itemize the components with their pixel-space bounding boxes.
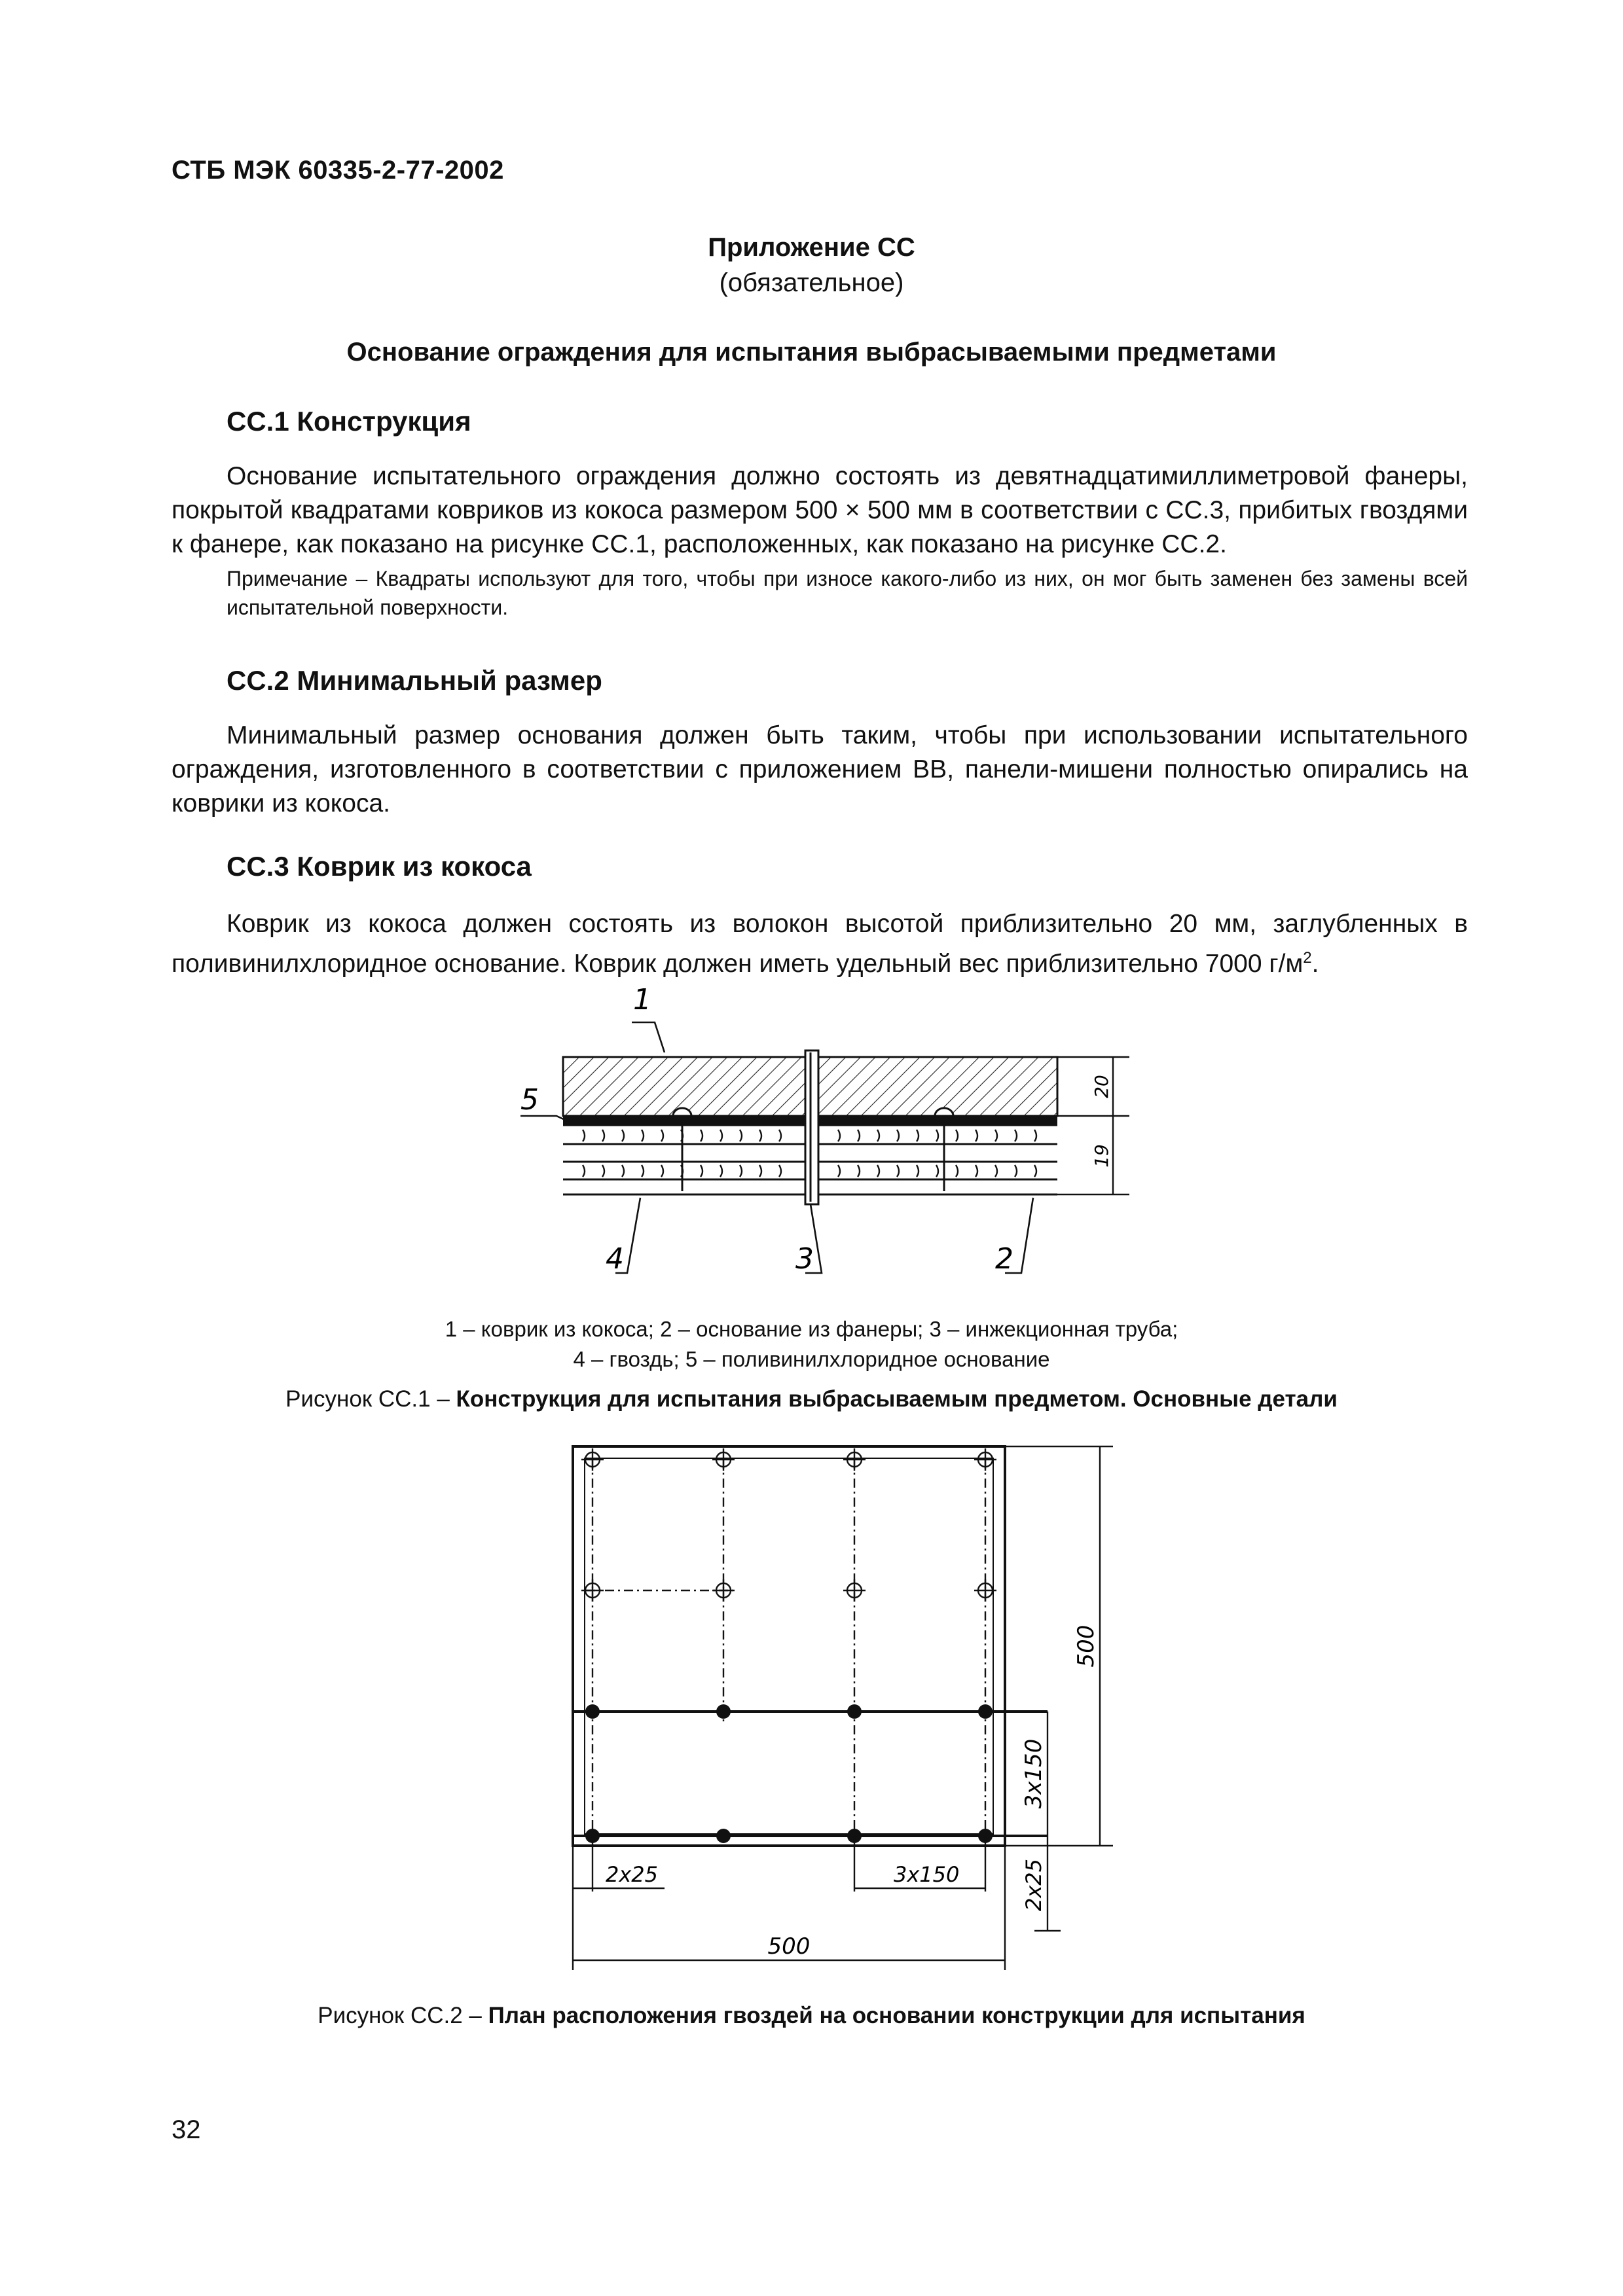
caption-prefix: Рисунок СС.2 –	[318, 2003, 488, 2028]
section-cc3-body: Коврик из кокоса должен состоять из волокон высотой приблизительно 20 мм, заглубленных в поливинилхлоридное основание. Коврик должен иметь удельный вес приблизительно 7000 г/м	[172, 910, 1468, 978]
dim-height-spacing: 3x150	[1021, 1738, 1047, 1809]
mat-thickness-label: 20	[1091, 1075, 1112, 1098]
dim-width-spacing: 3x150	[894, 1862, 960, 1887]
note-text: Примечание – Квадраты используют для того, чтобы при износе какого-либо из них, он мог быть заменен без замены всей испытательной поверхности.	[227, 567, 1468, 619]
nail-symbols	[581, 1448, 996, 1602]
plywood-thickness-label: 19	[1091, 1144, 1112, 1168]
callout-3: 3	[795, 1242, 814, 1276]
superscript-2: 2	[1303, 949, 1312, 967]
annex-status: (обязательное)	[719, 268, 904, 297]
nail-symbol	[843, 1448, 866, 1471]
caption-title: План расположения гвоздей на основании конструкции для испытания	[488, 2003, 1305, 2028]
annex-title: Приложение СС	[708, 233, 915, 262]
section-cc1-title: СС.1 Конструкция	[227, 406, 471, 437]
section-cc2-title: СС.2 Минимальный размер	[227, 665, 602, 696]
caption-prefix: Рисунок СС.1 –	[285, 1386, 456, 1412]
section-cc1-paragraph: Основание испытательного ограждения должно состоять из девятнадцатимиллиметровой фанеры, покрытой квадратами ковриков из кокоса размером 500 × 500 мм в соответствии с СС.3, прибитых гвоздями к фанере, как показано на рисунке СС.1, расположенных, как показано на рисунке СС.2.	[172, 462, 1468, 558]
caption-title: Конструкция для испытания выбрасываемым предметом. Основные детали	[456, 1386, 1338, 1412]
section-cc3-title: СС.3 Коврик из кокоса	[227, 851, 532, 882]
dim-height-total: 500	[1073, 1624, 1099, 1668]
section-cc3-text	[172, 907, 1468, 981]
section-cc3-end: .	[1311, 950, 1319, 978]
callout-2: 2	[995, 1242, 1013, 1276]
callout-5: 5	[520, 1083, 539, 1117]
section-cc2-text	[172, 719, 1468, 821]
callout-4: 4	[606, 1242, 624, 1276]
section-cc3-paragraph	[172, 907, 1468, 981]
document-header: СТБ МЭК 60335-2-77-2002	[172, 156, 504, 185]
section-cc1-note	[227, 564, 1468, 622]
figure-cc1-caption	[0, 1386, 1623, 1412]
injection-tube	[805, 1050, 818, 1204]
dim-width-total: 500	[767, 1933, 811, 1960]
nail-dots	[585, 1704, 993, 1843]
section-cc1-text	[172, 459, 1468, 562]
dim-edge-vertical: 2x25	[1021, 1858, 1046, 1912]
section-cc2-paragraph: Минимальный размер основания должен быть таким, чтобы при использовании испытательного ограждения, изготовленного в соответствии с приложением ВВ, панели-мишени полностью опирались на коврики из кокоса.	[172, 721, 1468, 817]
nail-symbol	[712, 1579, 735, 1602]
annex-heading: Основание ограждения для испытания выбрасываемыми предметами	[346, 338, 1277, 367]
figure-cc2-caption	[0, 2003, 1623, 2029]
dim-edge-horizontal: 2x25	[606, 1862, 659, 1887]
legend-line-1: 1 – коврик из кокоса; 2 – основание из фанеры; 3 – инжекционная труба;	[445, 1317, 1178, 1341]
callout-1: 1	[633, 983, 651, 1016]
page-number: 32	[172, 2115, 201, 2144]
nail-grid-lines	[586, 1460, 985, 1833]
nail-symbol	[712, 1448, 735, 1471]
nail-symbol	[843, 1579, 866, 1602]
figure-cc2-drawing	[524, 1433, 1146, 1977]
figure-cc1-drawing	[498, 975, 1152, 1316]
legend-line-2: 4 – гвоздь; 5 – поливинилхлоридное основание	[573, 1347, 1050, 1371]
figure-cc1-legend	[0, 1314, 1623, 1374]
mat-square-outline	[573, 1446, 1005, 1846]
nail-rows-solid	[573, 1712, 1048, 1836]
